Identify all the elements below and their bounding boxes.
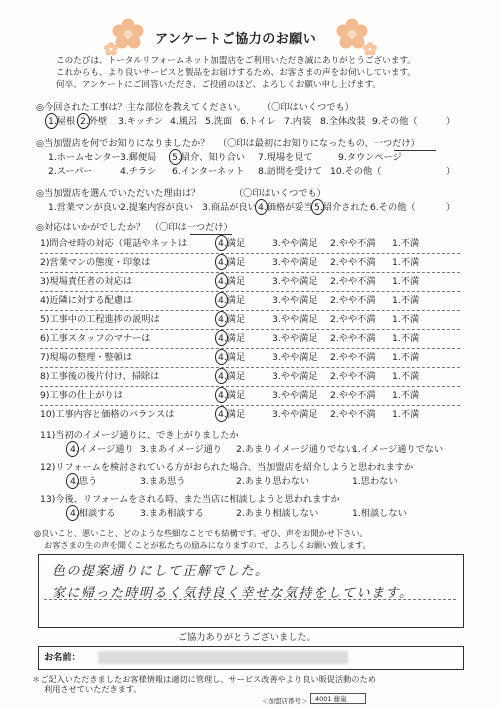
flower-icon-small-right: [363, 42, 377, 56]
q4-option[interactable]: 4.満足: [218, 352, 246, 363]
q4-option[interactable]: 1.不満: [392, 333, 420, 344]
q13-option-no[interactable]: 1.相談しない: [352, 508, 407, 519]
q3-option-salesperson[interactable]: 1.営業マンが良い: [48, 202, 122, 213]
q11-option-mostly[interactable]: 3.まあイメージ通り: [140, 444, 222, 455]
q4-option[interactable]: 3.やや満足: [272, 390, 318, 401]
q12-option-no[interactable]: 1.思わない: [352, 476, 398, 487]
q4-option[interactable]: 4.満足: [218, 276, 246, 287]
q4-row-divider: [40, 272, 460, 273]
flower-icon-small-left: [104, 42, 118, 56]
q3-mark-price: [255, 199, 268, 215]
q1-option-toilet[interactable]: 6.トイレ: [240, 116, 276, 127]
q4-option[interactable]: 1.不満: [392, 257, 420, 268]
q3-option-price[interactable]: 4.価格が妥当: [258, 202, 313, 213]
q4-option[interactable]: 4.満足: [218, 371, 246, 382]
q2-label: ◎当加盟店を何でお知りになりましたか？: [36, 138, 210, 149]
q12-option-not-really[interactable]: 2.あまり思わない: [236, 476, 310, 487]
q3-label: ◎当加盟店を選んでいただいた理由は？: [36, 188, 201, 199]
q2-option-internet[interactable]: 6.インターネット: [172, 166, 245, 177]
comment-line-1: 色の提案通りにして正解でした。: [52, 564, 270, 579]
q4-item-label: 6)工事スタッフのマナーは: [40, 333, 151, 344]
q2-option-other-close: ）: [446, 166, 456, 177]
q4-option[interactable]: 3.やや満足: [272, 314, 318, 325]
name-redacted: [98, 651, 348, 664]
q4-option[interactable]: 2.やや不満: [330, 295, 376, 306]
q4-option[interactable]: 4.満足: [218, 257, 246, 268]
q4-selected-mark: [215, 292, 228, 308]
q12-option-somewhat[interactable]: 3.まあ思う: [140, 476, 186, 487]
name-label: お名前：: [44, 652, 81, 663]
q2-option-visit[interactable]: 8.訪問を受けて: [258, 166, 322, 177]
q4-option[interactable]: 1.不満: [392, 390, 420, 401]
q4-option[interactable]: 2.やや不満: [330, 371, 376, 382]
q4-option[interactable]: 4.満足: [218, 314, 246, 325]
q4-selected-mark: [215, 235, 228, 251]
q4-option[interactable]: 2.やや不満: [330, 238, 376, 249]
q4-option[interactable]: 3.やや満足: [272, 276, 318, 287]
q4-selected-mark: [215, 387, 228, 403]
q2-option-other[interactable]: 10.その他（: [330, 166, 382, 177]
q1-option-exterior-wall[interactable]: 2.外壁: [80, 116, 108, 127]
q1-option-other[interactable]: 9.その他（: [372, 116, 418, 127]
q3-option-product[interactable]: 3.商品が良い: [202, 202, 257, 213]
q1-option-interior[interactable]: 7.内装: [284, 116, 312, 127]
q3-option-referred[interactable]: 5.紹介された: [314, 202, 369, 213]
q4-option[interactable]: 2.やや不満: [330, 352, 376, 363]
q11-option-not[interactable]: 1.イメージ通りでない: [352, 444, 444, 455]
q3-note: （〇印はいくつでも）: [234, 188, 326, 199]
intro-line-2: これからも、より良いサービスと製品をお届けするため、お客さまの声をお伺いしています。: [56, 68, 416, 78]
q4-option[interactable]: 1.不満: [392, 409, 420, 420]
q4-option[interactable]: 1.不満: [392, 238, 420, 249]
q3-option-other[interactable]: 6.その他（: [370, 202, 416, 213]
footer-line-2: 利用させていただきます。: [44, 684, 142, 694]
intro-line-3: 何卒、アンケートにご回答いただき、ご投函のほど、よろしくお願い申し上げます。: [56, 80, 382, 90]
q1-option-bath[interactable]: 4.風呂: [170, 116, 198, 127]
q4-item-label: 5)工事中の工程進捗の説明は: [40, 314, 160, 325]
q11-label: 11)当初のイメージ通りに、でき上がりましたか: [40, 430, 239, 441]
q4-row-divider: [40, 386, 460, 387]
q4-item-label: 7)現場の整理・整頓は: [40, 352, 133, 363]
q12-label: 12)リフォームを検討されている方がおられた場合、当加盟店を紹介しようと思われますか: [40, 462, 414, 473]
q12-option-yes[interactable]: 4.思う: [70, 476, 98, 487]
q4-option[interactable]: 1.不満: [392, 276, 420, 287]
q4-item-label: 4)近隣に対する配慮は: [40, 295, 133, 306]
q1-option-roof[interactable]: 1.屋根: [48, 116, 76, 127]
q4-option[interactable]: 3.やや満足: [272, 333, 318, 344]
q4-selected-mark: [215, 330, 228, 346]
q4-option[interactable]: 4.満足: [218, 409, 246, 420]
q4-option[interactable]: 4.満足: [218, 238, 246, 249]
q1-mark-roof: [45, 113, 58, 129]
q13-label: 13)今後、リフォームをされる時、また当店に相談しようと思われますか: [40, 494, 340, 505]
q4-item-label: 3)現場責任者の対応は: [40, 276, 133, 287]
q3-option-proposal[interactable]: 2.提案内容が良い: [120, 202, 194, 213]
comment-line-2: 家に帰った時明るく気持良く幸せな気持をしています。: [52, 586, 414, 601]
q4-option[interactable]: 1.不満: [392, 295, 420, 306]
q4-option[interactable]: 2.やや不満: [330, 390, 376, 401]
q11-mark: [66, 441, 79, 457]
q1-label: ◎今回された工事は？主な部位を教えてください。: [36, 102, 247, 113]
q4-option[interactable]: 4.満足: [218, 295, 246, 306]
q3-mark-referred: [311, 199, 324, 215]
comment-prompt-2: お客さまの生の声を聞くことが私たちの励みになりますので、よろしくお願い致します。: [44, 540, 371, 550]
q4-selected-mark: [215, 406, 228, 422]
q4-row-divider: [40, 310, 460, 311]
q4-item-label: 9)工事の仕上がりは: [40, 390, 123, 401]
q4-row-divider: [40, 329, 460, 330]
q4-option[interactable]: 1.不満: [392, 352, 420, 363]
q12-mark: [66, 473, 79, 489]
q13-option-yes[interactable]: 4.相談する: [70, 508, 116, 519]
q4-item-label: 8)工事後の後片付け、掃除は: [40, 371, 160, 382]
q4-row-divider: [40, 405, 460, 406]
q2-option-site[interactable]: 7.現場を見て: [258, 152, 313, 163]
footer-line-1: ＊ご記入いただきましたお客様情報は適切に管理し、サービス改善やより良い販促活動のため: [32, 674, 376, 684]
q4-option[interactable]: 2.やや不満: [330, 333, 376, 344]
q4-option[interactable]: 2.やや不満: [330, 276, 376, 287]
q4-selected-mark: [215, 311, 228, 327]
q4-row-divider: [40, 291, 460, 292]
q1-mark-exterior-wall: [77, 113, 90, 129]
q2-option-home-center[interactable]: 1.ホームセンター: [48, 152, 121, 163]
intro-line-1: このたびは、トータルリフォームネット加盟店をご利用いただき誠にありがとうございます。: [56, 56, 416, 66]
q1-option-kitchen[interactable]: 3.キッチン: [118, 116, 163, 127]
q4-option[interactable]: 3.やや満足: [272, 238, 318, 249]
q4-option[interactable]: 4.満足: [218, 333, 246, 344]
q4-option[interactable]: 3.やや満足: [272, 295, 318, 306]
q4-row-divider: [40, 367, 460, 368]
q2-mark-referral: [169, 149, 182, 165]
q4-option[interactable]: 2.やや不満: [330, 409, 376, 420]
q2-option-referral[interactable]: 5.紹介、知り合い: [172, 152, 246, 163]
q4-row-divider: [40, 253, 460, 254]
q4-selected-mark: [215, 254, 228, 270]
q2-note-underline: [394, 150, 436, 151]
q4-option[interactable]: 2.やや不満: [330, 314, 376, 325]
q4-option[interactable]: 3.やや満足: [272, 409, 318, 420]
q4-row-divider: [40, 348, 460, 349]
q13-option-not-really[interactable]: 2.あまり相談しない: [236, 508, 319, 519]
q4-selected-mark: [215, 273, 228, 289]
q11-option-not-really[interactable]: 2.あまりイメージ通りでない: [236, 444, 355, 455]
q4-option[interactable]: 1.不満: [392, 371, 420, 382]
thanks-text: ご協力ありがとうございました。: [178, 632, 316, 643]
q4-option[interactable]: 3.やや満足: [272, 257, 318, 268]
q4-label: ◎対応はいかがでしたか？: [36, 222, 146, 233]
q11-option-as-imagined[interactable]: 4.イメージ通り: [70, 444, 134, 455]
q2-option-flyer[interactable]: 4.チラシ: [120, 166, 157, 177]
q1-option-washroom[interactable]: 5.洗面: [205, 116, 233, 127]
q13-option-somewhat[interactable]: 3.まあ相談する: [140, 508, 204, 519]
q4-note: （〇印は一つだけ）: [150, 222, 233, 233]
q4-option[interactable]: 3.やや満足: [272, 371, 318, 382]
q4-option[interactable]: 3.やや満足: [272, 352, 318, 363]
q4-item-label: 10)工事内容と価格のバランスは: [40, 409, 175, 420]
q2-option-supermarket[interactable]: 2.スーパー: [48, 166, 93, 177]
comment-prompt-1: ◎良いこと、悪いこと、どのような些細なことでも結構です。ぜひ、声をお聞かせ下さい。: [34, 528, 368, 538]
q4-item-label: 2)営業マンの態度・印象は: [40, 257, 151, 268]
q4-selected-mark: [215, 349, 228, 365]
q4-option[interactable]: 2.やや不満: [330, 257, 376, 268]
store-number: 4001 藤嵐: [310, 693, 366, 704]
q3-option-other-close: ）: [446, 202, 456, 213]
q4-option[interactable]: 4.満足: [218, 390, 246, 401]
q1-option-full-renovation[interactable]: 8.全体改装: [320, 116, 366, 127]
q4-selected-mark: [215, 368, 228, 384]
q2-option-town-page[interactable]: 9.タウンページ: [338, 152, 402, 163]
q1-option-other-close: ）: [446, 116, 456, 127]
q1-note: （〇印はいくつでも）: [262, 102, 354, 113]
q2-option-post-office[interactable]: 3.郵便局: [120, 152, 157, 163]
q4-note-underline: [190, 234, 232, 235]
q4-item-label: 1)問合せ時の対応（電話やネットは: [40, 238, 188, 249]
store-label: ＜加盟店番号＞: [262, 697, 308, 705]
q13-mark: [66, 505, 79, 521]
page-title: アンケートご協力のお願い: [155, 32, 317, 47]
q4-option[interactable]: 1.不満: [392, 314, 420, 325]
q2-note: （〇印は最初にお知りになったもの、一つだけ）: [218, 138, 420, 149]
comment-rule: [44, 599, 456, 600]
